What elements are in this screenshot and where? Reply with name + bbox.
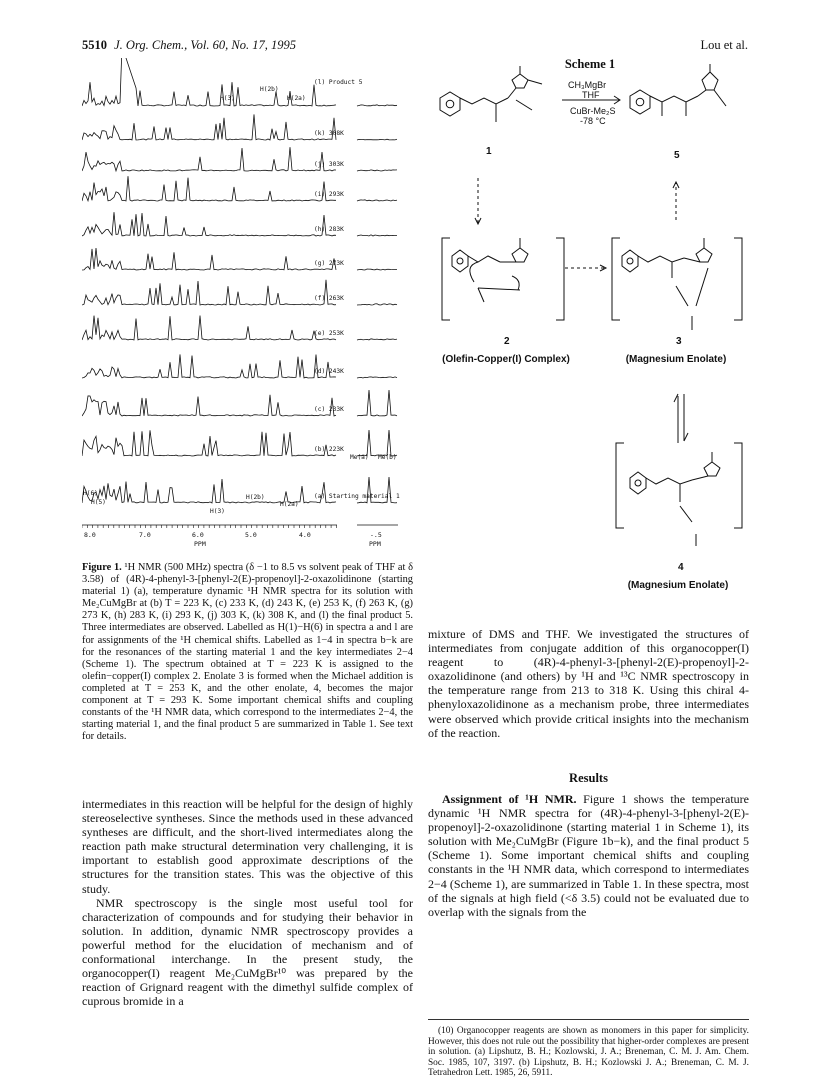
spectrum-inset-trace bbox=[357, 339, 397, 340]
compound-label-3: 3 bbox=[676, 336, 682, 347]
caption-magnesium-enolate-3: (Magnesium Enolate) bbox=[625, 354, 727, 365]
spectrum-inset-trace bbox=[357, 170, 397, 171]
spectrum-trace bbox=[82, 354, 336, 378]
right-column-text-1 bbox=[428, 627, 749, 740]
peak-label-h2a-bottom: H(2a) bbox=[280, 501, 299, 508]
peak-label-h3-top: H(3) bbox=[220, 95, 235, 102]
spectrum-inset-trace bbox=[357, 390, 397, 416]
spectrum-trace-label: (c) 233K bbox=[314, 406, 344, 413]
spectrum-trace-label: (b) 223K bbox=[314, 446, 344, 453]
spectrum-trace bbox=[82, 248, 336, 270]
spectrum-inset-trace bbox=[357, 269, 397, 270]
right-paragraph-2: Figure 1 shows the temperature dynamic ¹H NMR spectra for (4R)-4-phenyl-3-[phenyl-2(E)-propenoyl]-2-oxazolidinone (starting material 1 in Scheme 1), its solution with Me₂CuMgBr (Figure 1b−k), and the final product 5 (Scheme 1). Some important chemical shifts and coupling constants in the ¹H NMR data, which correspond to intermediates 2−4 (Scheme 1), are summarized in Table 1. In these spectra, most of the signals at high field (<δ 3.5) could not be evaluated due to overlap with the signals from the bbox=[428, 792, 750, 919]
nmr-spectra-figure bbox=[82, 58, 412, 558]
spectrum-inset-trace bbox=[357, 304, 397, 305]
running-authors: Lou et al. bbox=[700, 38, 748, 52]
spectrum-trace-label: (k) 308K bbox=[314, 130, 344, 137]
spectrum-inset-trace bbox=[357, 139, 397, 140]
spectrum-trace-label: (e) 253K bbox=[314, 330, 344, 337]
spectrum-inset-trace bbox=[357, 430, 397, 456]
page-header bbox=[82, 38, 748, 56]
compound-label-5: 5 bbox=[674, 150, 680, 161]
right-paragraph-1: mixture of DMS and THF. We investigated the structures of intermediates from conjugate addition of this organocopper(I) reagent to (4R)-4-phenyl-3-[phenyl-2(E)-propenoyl]-2-oxazolidinone (and others) by ¹H and ¹³C NMR spectroscopy in the temperature range from 213 to 318 K. Using this chiral 4-phenyloxazolidinone as a mechanism probe, three intermediates were observed which provide critical insights into the mechanism of the reaction. bbox=[428, 627, 749, 740]
peak-label-me-b: Me(b) bbox=[378, 454, 397, 461]
axis-tick-8: 8.0 bbox=[84, 531, 96, 539]
journal-citation: J. Org. Chem., Vol. 60, No. 17, 1995 bbox=[114, 38, 296, 52]
footnote-10 bbox=[428, 1019, 749, 1079]
axis-unit-main: PPM bbox=[194, 540, 206, 548]
spectrum-trace bbox=[82, 479, 336, 503]
spectrum-trace-label: (a) Starting material 1 bbox=[314, 493, 400, 500]
spectrum-trace-label: (i) 293K bbox=[314, 191, 344, 198]
left-paragraph-2: NMR spectroscopy is the single most useful tool for characterization of compounds and for studying their behavior in solution. In addition, dynamic NMR spectroscopy provides a powerful method for the elucidation of mechanism and of conformational interchange. In the present study, the organocopper(I) reagent Me₂CuMgBr¹⁰ was prepared by the reaction of Grignard reagent with the dimethyl sulfide complex of cuprous bromide in a bbox=[82, 895, 413, 1009]
spectrum-trace bbox=[82, 280, 336, 305]
spectrum-trace-label: (l) Product 5 bbox=[314, 79, 363, 86]
spectrum-inset-trace bbox=[357, 235, 397, 236]
spectrum-trace bbox=[82, 430, 336, 456]
compound-label-4: 4 bbox=[678, 562, 684, 573]
axis-tick-6: 6.0 bbox=[192, 531, 204, 539]
reagent-solvent: THF bbox=[582, 90, 600, 100]
caption-olefin-copper-complex: (Olefin-Copper(I) Complex) bbox=[442, 354, 570, 365]
spectrum-trace-label: (f) 263K bbox=[314, 295, 344, 302]
page-number: 5510 bbox=[82, 38, 107, 52]
spectrum-trace-label: (d) 243K bbox=[314, 368, 344, 375]
figure-caption-text: ¹H NMR (500 MHz) spectra (δ −1 to 8.5 vs solvent peak of THF at δ 3.58) of (4R)-4-phenyl-3-[phenyl-2(E)-propenoyl]-2-oxazolidinone (starting material 1) (a), temperature dynamic ¹H NMR spectra for its solution with Me₂CuMgBr at (b) T = 223 K, (c) 233 K, (d) 243 K, (e) 253 K, (f) 263 K, (g) 273 K, (h) 283 K, (i) 293 K, (j) 303 K, (k) 308 K, and (l) the final product 5. Three intermediates are observed. Labelled as H(1)−H(6) in spectra a and l are for assignments of the ¹H chemical shifts. Labelled as 1−4 in spectra b−k are for the resonances of the starting material 1 and the key intermediates 2−4 (Scheme 1). The spectrum obtained at T = 223 K is assigned to the olefin−copper(I) complex 2. Enolate 3 is formed when the Michael addition is completed at T = 253 K, and the other enolate, 4, becomes the major component at T = 293 K. Some important chemical shifts and coupling constants of the ¹H NMR data, which correspond to the intermediates 2−4, the starting material 1, and the final product 5 are summarized in Table 1. See text for details. bbox=[82, 562, 413, 743]
peak-label-h2b-top: H(2b) bbox=[260, 86, 279, 93]
spectrum-trace bbox=[82, 176, 336, 201]
scheme-title: Scheme 1 bbox=[564, 58, 616, 71]
axis-tick-5: 5.0 bbox=[245, 531, 257, 539]
peak-label-h2a-top: H(2a) bbox=[287, 95, 306, 102]
section-title-results: Results bbox=[569, 771, 608, 785]
peak-label-h6: H(6) bbox=[83, 490, 98, 497]
axis-unit-inset: PPM bbox=[369, 540, 381, 548]
spectrum-trace bbox=[82, 147, 336, 171]
figure-label: Figure 1. bbox=[82, 562, 122, 573]
left-column-text bbox=[82, 797, 413, 1008]
axis-tick-4: 4.0 bbox=[299, 531, 311, 539]
peak-label-h5: H(5) bbox=[91, 499, 106, 506]
peak-label-h2b-bottom: H(2b) bbox=[246, 494, 265, 501]
spectrum-trace-label: (j) 303K bbox=[314, 161, 344, 168]
spectrum-trace bbox=[82, 316, 336, 341]
axis-tick-7: 7.0 bbox=[139, 531, 151, 539]
figure-1-caption bbox=[82, 562, 413, 743]
left-paragraph-1: intermediates in this reaction will be helpful for the design of highly stereoselective syntheses. Since the methods used in these advanced syntheses are difficult, and the short-lived intermediates along the reaction path make structural determination very challenging, it is important to establish good approximate descriptions of the structures for the transition states. This was the objective of this study. bbox=[82, 797, 413, 896]
spectrum-inset-trace bbox=[357, 200, 397, 201]
spectrum-inset-trace bbox=[357, 377, 397, 378]
caption-magnesium-enolate-4: (Magnesium Enolate) bbox=[627, 580, 729, 591]
compound-label-2: 2 bbox=[504, 336, 510, 347]
spectrum-trace-label: (h) 283K bbox=[314, 226, 344, 233]
peak-label-h3-bottom: H(3) bbox=[210, 508, 225, 515]
spectrum-inset-trace bbox=[357, 105, 397, 106]
spectrum-trace bbox=[82, 395, 336, 416]
axis-tick-neg05: -.5 bbox=[370, 531, 382, 539]
spectrum-trace bbox=[82, 212, 336, 236]
spectrum-trace bbox=[82, 114, 336, 140]
scheme-1-figure bbox=[420, 58, 760, 618]
peak-label-me-a: Me(a) bbox=[350, 454, 369, 461]
spectrum-trace-label: (g) 273K bbox=[314, 260, 344, 267]
reagent-copper: CuBr-Me₂S bbox=[570, 106, 616, 116]
compound-label-1: 1 bbox=[486, 146, 492, 157]
right-column-text-2 bbox=[428, 792, 749, 919]
footnote-text: (10) Organocopper reagents are shown as monomers in this paper for simplicity. However, this does not rule out the possibility that higher-order complexes are present in solution. (a) Lipshutz, B. H.; Kozlowski, J. A.; Breneman, C. M. J. Am. Chem. Soc. 1985, 107, 3197. (b) Lipshutz, B. H.; Kozlowski J. A.; Breneman, C. M. J. Tetrahedron Lett. 1985, 26, 5911. bbox=[428, 1026, 749, 1079]
reagent-temperature: -78 °C bbox=[580, 116, 606, 126]
reagent-grignard: CH₃MgBr bbox=[568, 80, 607, 90]
assignment-heading: Assignment of ¹H NMR. bbox=[442, 792, 577, 806]
